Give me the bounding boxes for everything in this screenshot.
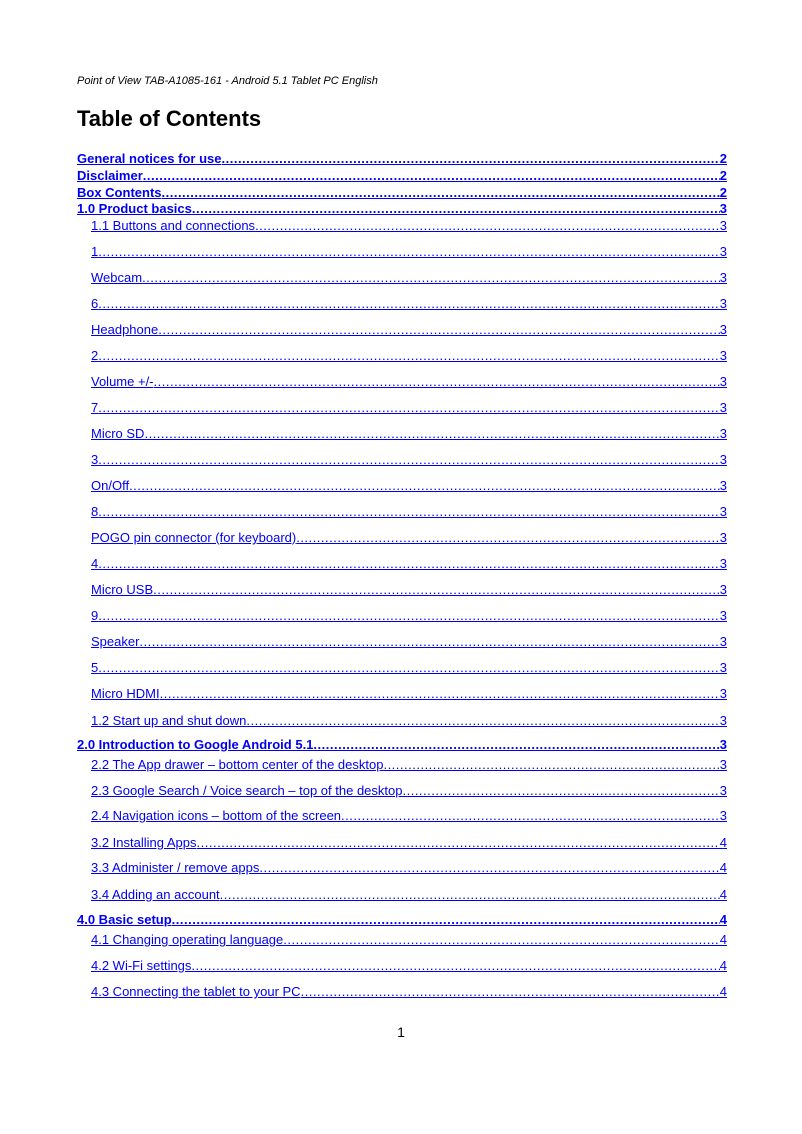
toc-entry[interactable] (77, 927, 727, 947)
toc-entry-page: 3 (719, 808, 727, 823)
toc-leader-dots (246, 713, 719, 728)
toc-entry-label: Headphone (91, 322, 159, 337)
toc-entry-page: 3 (719, 478, 727, 493)
toc-leader-dots (383, 757, 719, 772)
toc-entry-label: 8 (91, 504, 99, 519)
toc-entry-page: 3 (719, 426, 727, 441)
toc-entry[interactable] (77, 166, 727, 183)
toc-entry-page: 3 (719, 374, 727, 389)
toc-leader-dots (98, 348, 720, 363)
toc-leader-dots (402, 783, 719, 798)
toc-entry-label: 1.2 Start up and shut down (91, 713, 247, 728)
toc-entry-label: 4.3 Connecting the tablet to your PC (91, 984, 301, 999)
toc-entry-label: Webcam (91, 270, 143, 285)
toc-entry[interactable] (77, 571, 727, 597)
toc-entry-label: 3.3 Administer / remove apps (91, 860, 260, 875)
toc-entry[interactable] (77, 772, 727, 798)
toc-entry[interactable] (77, 233, 727, 259)
toc-leader-dots (197, 835, 720, 850)
toc-leader-dots (313, 737, 719, 752)
toc-leader-dots (158, 322, 720, 337)
toc-entry-page: 4 (719, 835, 727, 850)
toc-entry[interactable] (77, 493, 727, 519)
toc-leader-dots (160, 686, 720, 701)
toc-entry-page: 3 (719, 582, 727, 597)
toc-entry-page: 3 (719, 634, 727, 649)
toc-entry-page: 3 (719, 713, 727, 728)
toc-leader-dots (283, 932, 719, 947)
toc-entry[interactable] (77, 823, 727, 850)
toc-entry[interactable] (77, 363, 727, 389)
toc-leader-dots (143, 168, 720, 183)
toc-entry-page: 3 (719, 783, 727, 798)
toc-entry[interactable] (77, 149, 727, 166)
toc-entry-page: 4 (719, 932, 727, 947)
toc-leader-dots (98, 296, 720, 311)
toc-entry[interactable] (77, 200, 727, 216)
toc-leader-dots (98, 608, 720, 623)
toc-entry-label: Disclaimer (77, 168, 143, 183)
toc-entry[interactable] (77, 597, 727, 623)
toc-entry[interactable] (77, 623, 727, 649)
toc-entry[interactable] (77, 389, 727, 415)
toc-entry-page: 3 (719, 322, 727, 337)
toc-entry-page: 3 (719, 244, 727, 259)
toc-entry-label: Micro SD (91, 426, 145, 441)
toc-entry[interactable] (77, 902, 727, 927)
toc-entry-page: 4 (719, 887, 727, 902)
toc-leader-dots (144, 426, 719, 441)
toc-entry[interactable] (77, 216, 727, 233)
toc-leader-dots (142, 270, 720, 285)
toc-leader-dots (98, 452, 720, 467)
toc-leader-dots (222, 151, 720, 166)
toc-entry[interactable] (77, 285, 727, 311)
toc-leader-dots (172, 912, 720, 927)
toc-entry-label: 3.4 Adding an account (91, 887, 220, 902)
toc-entry[interactable] (77, 649, 727, 675)
toc-entry-page: 2 (719, 168, 727, 183)
toc-entry-page: 3 (719, 452, 727, 467)
toc-entry-page: 4 (719, 958, 727, 973)
toc-leader-dots (192, 201, 720, 216)
toc-leader-dots (220, 887, 720, 902)
toc-entry[interactable] (77, 337, 727, 363)
toc-entry-label: General notices for use (77, 151, 222, 166)
toc-entry[interactable] (77, 311, 727, 337)
toc-entry-page: 2 (719, 185, 727, 200)
toc-entry-label: 2.0 Introduction to Google Android 5.1 (77, 737, 314, 752)
toc-leader-dots (98, 504, 720, 519)
toc-leader-dots (98, 400, 720, 415)
toc-entry[interactable] (77, 752, 727, 772)
toc-entry-label: POGO pin connector (for keyboard) (91, 530, 297, 545)
toc-entry[interactable] (77, 183, 727, 200)
toc-entry-label: Speaker (91, 634, 140, 649)
toc-entry[interactable] (77, 973, 727, 999)
toc-entry-page: 3 (719, 400, 727, 415)
toc-entry[interactable] (77, 798, 727, 823)
toc-entry-page: 3 (719, 530, 727, 545)
toc-entry-label: 2.4 Navigation icons – bottom of the screen (91, 808, 342, 823)
toc-entry-page: 3 (719, 608, 727, 623)
document-header: Point of View TAB-A1085-161 - Android 5.1 Tablet PC English (77, 75, 378, 87)
toc-entry[interactable] (77, 259, 727, 285)
toc-entry-label: 9 (91, 608, 99, 623)
toc-entry-page: 3 (719, 270, 727, 285)
toc-entry-page: 3 (719, 556, 727, 571)
toc-entry-label: 7 (91, 400, 99, 415)
toc-entry-label: 2 (91, 348, 99, 363)
toc-entry-label: 1.1 Buttons and connections (91, 218, 256, 233)
toc-entry-page: 3 (719, 686, 727, 701)
toc-entry-label: 4 (91, 556, 99, 571)
toc-entry[interactable] (77, 728, 727, 752)
toc-leader-dots (162, 185, 720, 200)
toc-entry-label: Micro HDMI (91, 686, 160, 701)
toc-entry[interactable] (77, 467, 727, 493)
toc-entry[interactable] (77, 415, 727, 441)
toc-leader-dots (255, 218, 720, 233)
toc-entry-page: 2 (719, 151, 727, 166)
toc-entry-page: 3 (719, 757, 727, 772)
toc-leader-dots (259, 860, 719, 875)
toc-entry-label: 2.2 The App drawer – bottom center of the desktop (91, 757, 384, 772)
toc-entry-page: 4 (719, 860, 727, 875)
toc-entry[interactable] (77, 701, 727, 728)
page-title: Table of Contents (77, 106, 262, 131)
toc-entry-label: 2.3 Google Search / Voice search – top of the desktop (91, 783, 403, 798)
toc-entry-page: 3 (719, 737, 727, 752)
toc-entry-page: 3 (719, 660, 727, 675)
toc-leader-dots (301, 984, 720, 999)
toc-leader-dots (296, 530, 720, 545)
toc-entry[interactable] (77, 675, 727, 701)
toc-leader-dots (153, 582, 720, 597)
toc-leader-dots (139, 634, 719, 649)
toc-leader-dots (341, 808, 720, 823)
toc-leader-dots (129, 478, 720, 493)
toc-entry-label: 4.2 Wi-Fi settings (91, 958, 192, 973)
toc-entry-label: Volume +/- (91, 374, 154, 389)
toc-entry-page: 3 (719, 296, 727, 311)
toc-entry-label: 6 (91, 296, 99, 311)
toc-leader-dots (98, 244, 720, 259)
toc-entry-label: 5 (91, 660, 99, 675)
toc-entry[interactable] (77, 519, 727, 545)
toc-entry-label: 1.0 Product basics (77, 201, 192, 216)
toc-entry-label: 1 (91, 244, 99, 259)
toc-entry-label: 3 (91, 452, 99, 467)
toc-entry-label: 3.2 Installing Apps (91, 835, 197, 850)
table-of-contents (77, 149, 727, 999)
toc-entry-page: 3 (719, 201, 727, 216)
toc-entry-page: 3 (719, 348, 727, 363)
toc-leader-dots (98, 660, 720, 675)
toc-leader-dots (191, 958, 719, 973)
toc-entry[interactable] (77, 947, 727, 973)
toc-entry-page: 4 (719, 912, 727, 927)
toc-entry-label: 4.1 Changing operating language (91, 932, 284, 947)
toc-entry[interactable] (77, 850, 727, 875)
toc-entry-page: 3 (719, 218, 727, 233)
toc-entry[interactable] (77, 875, 727, 902)
toc-entry[interactable] (77, 545, 727, 571)
toc-leader-dots (154, 374, 720, 389)
toc-entry-page: 3 (719, 504, 727, 519)
toc-leader-dots (98, 556, 720, 571)
toc-entry[interactable] (77, 441, 727, 467)
toc-entry-page: 4 (719, 984, 727, 999)
page-number: 1 (397, 1024, 405, 1040)
toc-entry-label: Micro USB (91, 582, 154, 597)
toc-entry-label: On/Off (91, 478, 130, 493)
toc-entry-label: 4.0 Basic setup (77, 912, 172, 927)
toc-entry-label: Box Contents (77, 185, 162, 200)
